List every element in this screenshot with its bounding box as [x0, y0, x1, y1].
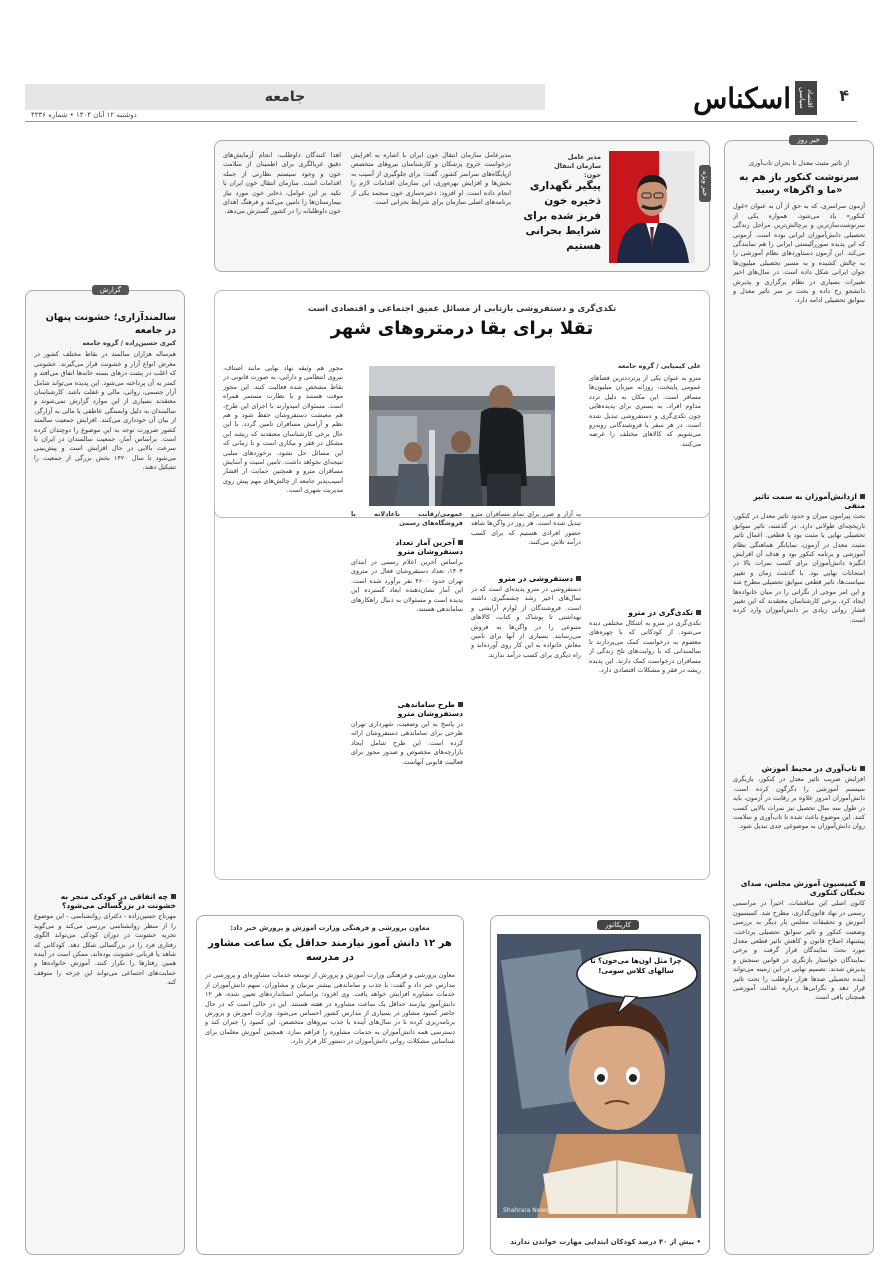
main-c3-body-b: براساس آخرین اعلام رسمی در ابتدای ۱۴۰۴، تعداد دستفروشان فعال در متروی تهران حدود ۴۶۰۰ نفر برآورد شده است. این آمار نشان‌دهنده ابعاد گسترده این پدیده است و مسئولان به دنبال راهکارهای ساماندهی هستند.	[351, 558, 463, 614]
main-title: تقلا برای بقا درمتروهای شهر	[330, 318, 594, 339]
main-col-1	[589, 374, 701, 859]
cartoon-box	[490, 915, 710, 1255]
main-c1-subhead	[589, 608, 701, 617]
left-column-report	[25, 286, 185, 1255]
right-body-2: بحث پیرامون میزان و حدود تاثیر معدل در کنکور، تاریخچه‌ای طولانی دارد. در گذشته، تاثیر سوابق تحصیلی نهایی یا مثبت بود یا قطعی. اعمال تاثیر مثبت معدل در آزمون، نمایانگر هماهنگی نظام آموزشی و برنامه کنکور بود و هدف آن افزایش انگیزه دانش‌آموزان برای کسب نمرات بالا در امتحانات نهایی بود. با گذشت زمان و تغییر سیاست‌ها، تاثیر قطعی سوابق تحصیلی مطرح شد و این امر موجی از نگرانی را در میان خانواده‌ها ایجاد کرد. برخی کارشناسان معتقدند که این تغییر فشار روانی زیادی بر دانش‌آموزان وارد کرده است.	[733, 512, 865, 624]
main-c1-body-b: تکدی‌گری در مترو به اشکال مختلفی دیده می‌شود. از کودکانی که با چهره‌های معصوم به درخواست کمک می‌پردازند تا سالمندانی که با روایت‌های تلخ زندگی از مسافران درخواست کمک دارند. این پدیده ریشه در فقر و مشکلات اقتصادی دارد.	[589, 619, 701, 675]
main-byline: علی کیمیایی / گروه جامعه	[617, 362, 701, 370]
right-body-3: افزایش ضریب تاثیر معدل در کنکور، بازیگری سیستم آموزشی را دگرگون کرده است. دانش‌آموزان امروز علاوه بر رقابت در آزمون، باید در طول سه سال تحصیل نیز نمرات بالایی کسب کنند. این موضوع باعث شده تا تاب‌آوری و سلامت روان دانش‌آموزان به موضوعی جدی تبدیل شود.	[733, 775, 865, 831]
right-kicker: از تاثیر مثبت معدل تا بحران تاب‌آوری	[748, 159, 850, 167]
top-body-2: اهدا کنندگان داوطلب، انجام آزمایش‌های دقیق غربالگری برای اطمینان از سلامت خون و وجود سیستم نظارتی از جمله اقدامات است. سازمان انتقال خون ایران با تکیه بر این عوامل، ذخایر خون مورد نیاز بیمارستان‌ها را تامین می‌کند و فرهنگ اهدای خون داوطلبانه را در کشور گسترش می‌دهد.	[223, 151, 341, 216]
bottom-news-box	[196, 915, 464, 1255]
cartoon-image	[497, 934, 701, 1218]
right-subhead-2	[733, 492, 865, 510]
main-c3-subhead	[351, 538, 463, 556]
report-tag: گزارش	[92, 285, 129, 295]
left-body-2: مهرتاج حسین‌زاده - دکترای روانشناسی - این موضوع را از منظر روانشناسی بررسی می‌کند و می‌گوید تجربه خشونت در دوران کودکی می‌تواند الگوی رفتاری فرد را در بزرگسالی شکل دهد. کودکانی که شاهد یا قربانی خشونت بوده‌اند، ممکن است در آینده همین رفتارها را تکرار کنند. آموزش خانواده‌ها و حمایت‌های اجتماعی می‌تواند این چرخه را متوقف کند.	[34, 912, 176, 987]
main-c3-subhead-2-text: طرح ساماندهی دستفروشان مترو	[397, 700, 463, 718]
news-tag: خبر روز	[789, 135, 828, 145]
portrait-photo	[609, 151, 695, 263]
side-tag: خبر ویژه	[699, 165, 711, 202]
metro-photo	[369, 366, 555, 506]
section-title: جامعه	[25, 84, 545, 110]
right-subhead-4	[733, 879, 865, 897]
cartoon-tag: کاریکاتور	[597, 920, 639, 930]
left-subhead-text: چه اتفاقی در کودکی منجر به خشونت در بزرگسالی می‌شود؟	[60, 892, 176, 911]
logo-text: اسکناس	[693, 81, 791, 115]
right-body-4: کانون اصلی این مناقشات، اخیراً در مراسمی رسمی در نهاد قانون‌گذاری، مطرح شد. کمیسیون آموزش و تحقیقات مجلس بار دیگر به بررسی وضعیت کنکور و تاثیر سوابق تحصیلی پرداخت. پیشنهاد اصلاح قانون و کاهش تاثیر قطعی معدل مورد بحث نمایندگان قرار گرفت و برخی نمایندگان خواستار بازنگری در قوانین سنجش و پذیرش شدند. تصمیم نهایی در این زمینه می‌تواند آینده تحصیلی صدها هزار داوطلب را تحت تاثیر قرار دهد و نگرانی‌ها درباره عدالت آموزشی همچنان باقی است.	[733, 899, 865, 1002]
right-subhead-3	[733, 764, 865, 773]
main-c1-subhead-text: تکدی‌گری در مترو	[628, 608, 693, 617]
main-col-4	[223, 364, 343, 869]
cartoon-caption: • بیش از ۴۰ درصد کودکان ابتدایی مهارت خواندن ندارند	[510, 1238, 701, 1246]
top-title: پیگیر نگهداری ذخیره خون فریز شده برای شرایط بحرانی هستیم	[523, 180, 601, 252]
main-c3-body-a: عمومی/رقابت ناعادلانه با فروشگاه‌های رسمی	[351, 510, 463, 528]
bottom-kicker: معاون پرورشی و فرهنگی وزارت آموزش و پرورش خبر داد:	[230, 924, 430, 932]
main-kicker: تکدی‌گری و دستفروشی بازتابی از مسائل عمیق اجتماعی و اقتصادی است	[307, 304, 617, 314]
logo-subtitle: اقتصاد سیاسی	[795, 81, 817, 115]
right-column-news	[724, 136, 874, 1255]
masthead-logo[interactable]	[693, 78, 817, 118]
left-title: سالمندآزاری؛ خشونت پنهان در جامعه	[45, 312, 176, 336]
cartoon-bubble: چرا مثل اون‌ها می‌خون؟ تا سالهای کلاس سومی!	[590, 957, 682, 975]
cartoon-signature: Shahrara News	[503, 1207, 549, 1214]
main-c3-body-c: در پاسخ به این وضعیت، شهرداری تهران طرحی برای ساماندهی دستفروشان ارائه کرده است. این طرح شامل ایجاد بازارچه‌های مخصوص و صدور مجوز برای فعالیت قانونی آنهاست.	[351, 720, 463, 766]
main-c2-body-b: دستفروشی در مترو پدیده‌ای است که در سال‌های اخیر رشد چشمگیری داشته است. فروشندگان از لوازم آرایشی و بهداشتی تا پوشاک و کتاب، کالاهای متنوعی را در واگن‌ها به فروش می‌رسانند. بسیاری از آنها برای تامین معاش خانواده به این کار روی آورده‌اند و راه دیگری برای کسب درآمد ندارند.	[471, 585, 581, 659]
top-news-box	[214, 140, 710, 272]
main-c3-subhead-text: آخرین آمار تعداد دستفروشان مترو	[395, 538, 463, 556]
left-subhead	[34, 892, 176, 910]
page-number: ۴	[839, 86, 849, 105]
right-subhead-4-text: کمیسیون آموزش مجلس، صدای نخبگان کنکوری	[740, 879, 865, 898]
left-byline: کبری حسین‌زاده / گروه جامعه	[82, 339, 176, 347]
top-byline: مدیر عامل سازمان انتقال خون:	[554, 153, 601, 179]
main-c2-body-a: به آزار و ضرر برای تمام مسافران مترو تبدیل شده است. هر روز در واگن‌ها شاهد حضور افرادی هستیم که برای کسب درآمد تلاش می‌کنند.	[471, 510, 581, 547]
right-subhead-3-text: تاب‌آوری در محیط آموزش	[761, 764, 857, 774]
bottom-body: معاون پرورشی و فرهنگی وزارت آموزش و پرورش از توسعه خدمات مشاوره‌ای و پرورشی در مدارس خبر داد و گفت: با جذب و ساماندهی بیشتر مربیان و مشاوران، سهم دانش‌آموزان از خدمات مشاوره افزایش خواهد یافت. وی افزود: براساس استانداردهای تعیین شده، هر ۱۲ دانش‌آموز نیازمند حداقل یک ساعت مشاوره در هفته هستند. این در حالی است که در حال حاضر کمبود مشاور در بسیاری از مدارس کشور احساس می‌شود. وزارت آموزش و پرورش برنامه‌ریزی کرده تا در سال‌های آینده با جذب نیروهای متخصص، این کمبود را جبران کند و دسترسی همه دانش‌آموزان به خدمات مشاوره را فراهم سازد. همچنین آموزش معلمان برای شناسایی مشکلات روانی دانش‌آموزان در دستور کار قرار دارد.	[205, 971, 455, 1046]
dateline: دوشنبه ۱۲ آبان ۱۴۰۴ • شماره ۴۳۳۶	[31, 111, 137, 119]
main-col-3	[351, 510, 463, 870]
bottom-title: هر ۱۲ دانش آموز نیازمند حداقل یک ساعت مشاور در مدرسه	[208, 938, 452, 964]
left-body-1: هم‌ساله هزاران سالمند در نقاط مختلف کشور در معرض انواع آزار و خشونت قرار می‌گیرند. خشونتی که اغلب در پشت درهای بسته خانه‌ها اتفاق می‌افتد و کمتر به آن پرداخته می‌شود. این پدیده می‌تواند شامل آزار جسمی، روانی، مالی و غفلت باشد. کارشناسان معتقدند بسیاری از این موارد گزارش نمی‌شوند و سالمندان به دلیل وابستگی عاطفی یا مالی به آزارگر، از بیان آن خودداری می‌کنند. افزایش جمعیت سالمند کشور ضرورت توجه به این موضوع را دوچندان کرده است. براساس آمار، جمعیت سالمندان در ایران با سرعت بالایی در حال افزایش است و پیش‌بینی می‌شود تا سال ۱۴۲۰ بخش بزرگی از جمعیت را تشکیل دهند.	[34, 350, 176, 472]
right-subhead-2-text: ازدانش‌آموزان به سمت تاثیر منفی	[753, 492, 865, 511]
main-c1-body-a: مترو به عنوان یکی از پرترددترین فضاهای عمومی پایتخت، روزانه میزبان میلیون‌ها مسافر است. این مکان به دلیل تردد مداوم افراد، به بستری برای پدیده‌هایی چون تکدی‌گری و دستفروشی تبدیل شده است. در هر سفر با فروشندگانی روبه‌رو می‌شویم که کالاهای مختلف را عرضه می‌کنند.	[589, 374, 701, 448]
main-c4-body: مجوز هم وثیقه نهاد نهایی مانند اصناف، نیروی انتظامی و دارایی، به صورت قانونی در نقاط مشخص شده فعالیت کنند. این مجوز موقت هستند و با نظارت مستمر همراه است. مسئولان امیدوارند با اجرای این طرح، هم معیشت دستفروشان حفظ شود و هم نظم و آرامش مسافران تامین گردد. با این حال برخی کارشناسان معتقدند که ریشه این مشکل در فقر و بیکاری است و تا زمانی که این مسائل حل نشود، برخوردهای سلبی نتیجه‌ای نخواهد داشت. تامین امنیت و آسایش مسافران مترو و همچنین حمایت از اقشار آسیب‌پذیر جامعه از چالش‌های مهم پیش روی مدیریت شهری است.	[223, 364, 343, 495]
main-article-body	[214, 360, 710, 880]
main-c2-subhead	[471, 574, 581, 583]
right-title: سرنوشت کنکور باز هم به «ما و اگرها» رسید	[739, 172, 859, 197]
main-c3-subhead-2	[351, 700, 463, 718]
top-body-1: مدیرعامل سازمان انتقال خون ایران با اشاره به افزایش درخواست خروج پزشکان و کارشناسان نیروهای متخصص ازپایگاه‌های سراسر کشور، گفت: برای جلوگیری از آسیب به بخش‌ها و افزایش بهره‌وری، این سازمان اقدامات لازم را انجام داده است. او افزود: ذخیره‌سازی خون منجمد یکی از برنامه‌های اصلی سازمان برای شرایط بحرانی است.	[351, 151, 511, 207]
main-c2-subhead-text: دستفروشی در مترو	[498, 574, 573, 583]
main-col-2	[471, 510, 581, 875]
right-body-1: آزمون سراسری، که به حق از آن به عنوان «غول کنکور» یاد می‌شود، همواره یکی از سرنوشت‌سازترین و پرچالش‌ترین مراحل زندگی تحصیلی دانش‌آموزان ایرانی بوده است. آزمونی که این پدیده سوررآلیستی ایرانی را هم نمایندگی می‌کند. این آزمون دستاوردهای نظام آموزشی را به چالش کشیده و به مسیر تحصیلی میلیون‌ها جوان ایرانی شکل داده است. در سال‌های اخیر تغییرات بسیاری در نظام برگزاری و پذیرش دانشجو رخ داده و بحث بر سر تاثیر معدل و سوابق تحصیلی ادامه دارد.	[733, 202, 865, 305]
page-header	[25, 78, 857, 122]
